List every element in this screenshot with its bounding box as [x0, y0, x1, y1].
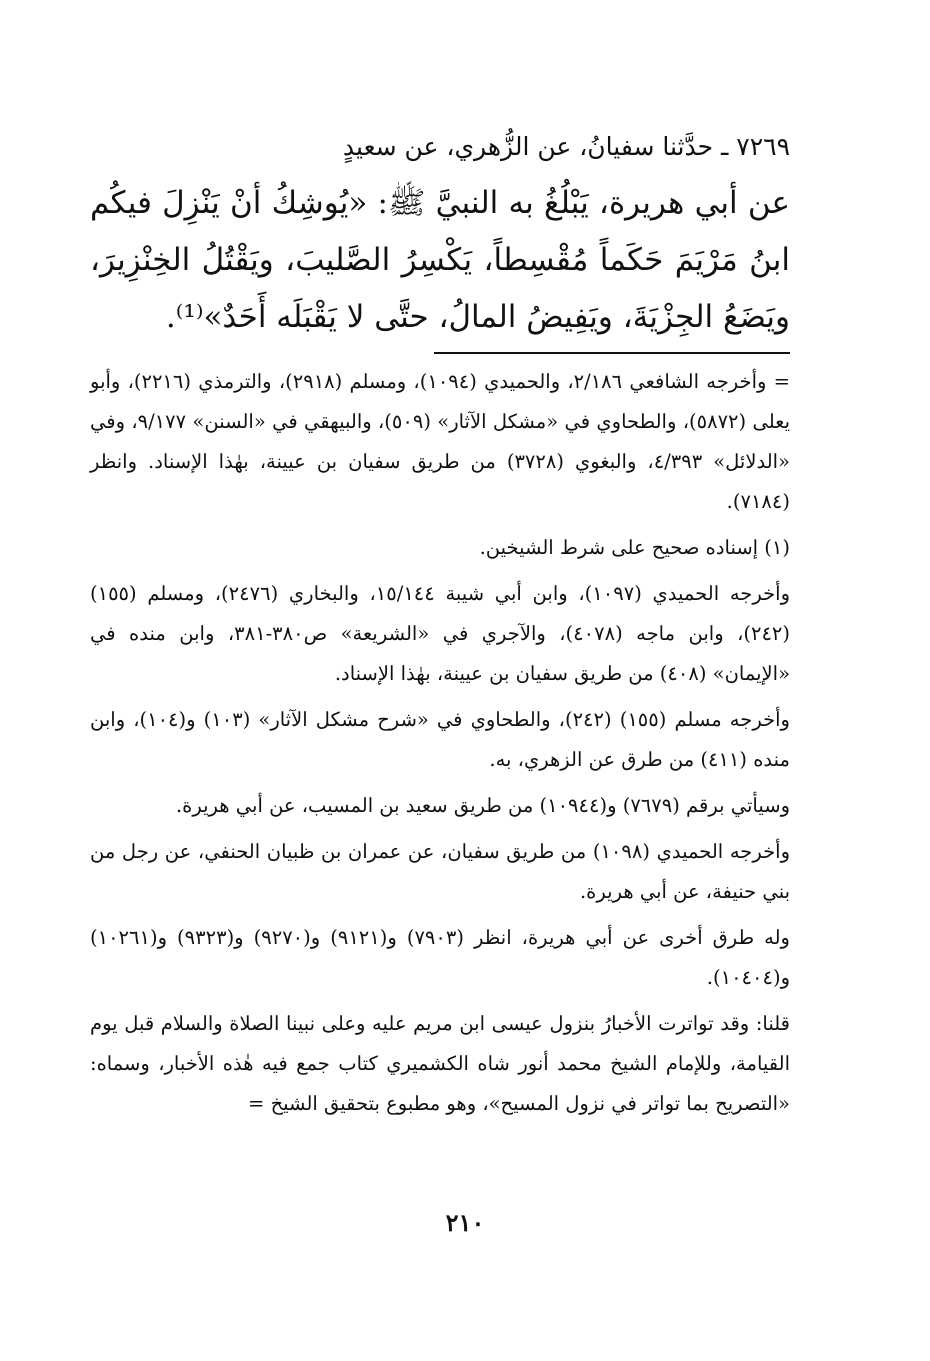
footnote-paragraph: وسيأتي برقم (٧٦٧٩) و(١٠٩٤٤) من طريق سعيد بن المسيب، عن أبي هريرة. — [175, 794, 790, 817]
hadith-heading: ٧٢٦٩ ـ حدَّثنا سفيانُ، عن الزُّهري، عن سعيدٍ — [342, 132, 790, 161]
footnote-paragraph: وأخرجه مسلم (١٥٥) (٢٤٢)، والطحاوي في «شرح مشكل الآثار» (١٠٣) و(١٠٤)، وابن منده (٤١١) من طرق عن الزهري، به. — [90, 708, 790, 771]
footnote-paragraph: وله طرق أخرى عن أبي هريرة، انظر (٧٩٠٣) و(٩١٢١) و(٩٢٧٠) و(٩٣٢٣) و(١٠٢٦١) و(١٠٤٠٤). — [90, 926, 790, 989]
page-number: ٢١٠ — [445, 1208, 485, 1237]
hadith-text: عن أبي هريرة، يَبْلُغُ به النبيَّ ﷺ: «يُوشِكُ أنْ يَنْزِلَ فيكُم ابنُ مَرْيَمَ حَكَماً مُقْسِطاً، يَكْسِرُ الصَّليبَ، ويَقْتُلُ الخِنْزِيرَ، ويَضَعُ الجِزْيَةَ، ويَفِيضُ المالُ، حتَّى لا يَقْبَلَه أَحَدٌ»⁽¹⁾. — [90, 185, 790, 335]
footnote-paragraph: قلنا: وقد تواترت الأخبارُ بنزول عيسى ابن مريم عليه وعلى نبينا الصلاة والسلام قبل يوم القيامة، وللإمام الشيخ محمد أنور شاه الكشميري كتاب جمع فيه هٰذه الأخبار، وسماه: «التصريح بما تواتر في نزول المسيح»، وهو مطبوع بتحقيق الشيخ = — [90, 1012, 790, 1115]
footnotes — [90, 362, 790, 1124]
footnote-divider — [434, 352, 790, 354]
page-content — [90, 125, 790, 1124]
footnote-continuation: = وأخرجه الشافعي ٢/١٨٦، والحميدي (١٠٩٤)، ومسلم (٢٩١٨)، والترمذي (٢٢١٦)، وأبو يعلى (٥٨٧٢)، والطحاوي في «مشكل الآثار» (٥٠٩)، والبيهقي في «السنن» ٩/١٧٧، وفي «الدلائل» ٤/٣٩٣، والبغوي (٣٧٢٨) من طريق سفيان بن عيينة، بهٰذا الإسناد. وانظر (٧١٨٤). — [90, 370, 791, 513]
footnote-paragraph: وأخرجه الحميدي (١٠٩٨) من طريق سفيان، عن عمران بن ظبيان الحنفي، عن رجل من بني حنيفة، عن أبي هريرة. — [90, 840, 790, 903]
footnote-1: (١) إسناده صحيح على شرط الشيخين. — [479, 536, 790, 559]
footnote-paragraph: وأخرجه الحميدي (١٠٩٧)، وابن أبي شيبة ١٥/١٤٤، والبخاري (٢٤٧٦)، ومسلم (١٥٥) (٢٤٢)، وابن ماجه (٤٠٧٨)، والآجري في «الشريعة» ص٣٨٠-٣٨١، وابن منده في «الإيمان» (٤٠٨) من طريق سفيان بن عيينة، بهٰذا الإسناد. — [90, 582, 791, 685]
